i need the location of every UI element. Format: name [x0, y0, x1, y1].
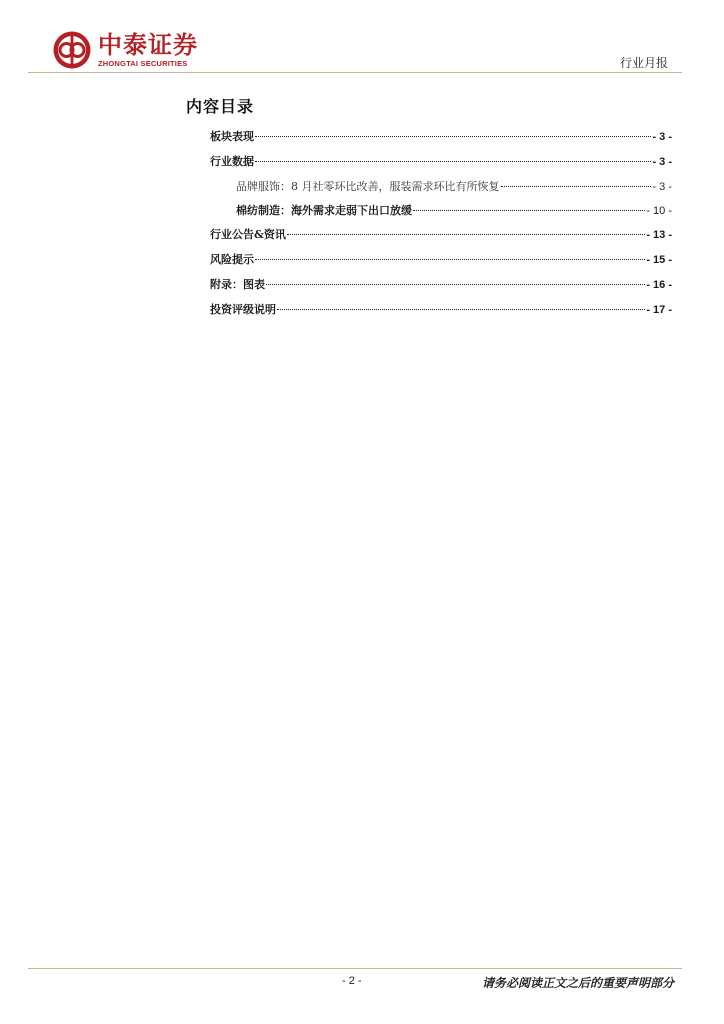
toc-entry-brand-apparel[interactable]	[210, 178, 672, 202]
report-type-label: 行业月报	[619, 56, 668, 70]
toc-entry-appendix-charts[interactable]	[210, 276, 672, 301]
toc-entry-label: 投资评级说明	[210, 303, 276, 316]
toc-entry-page: - 17 -	[646, 304, 672, 316]
zhongtai-logo-icon	[52, 30, 92, 70]
toc-entry-page: - 3 -	[652, 156, 672, 168]
toc-leader-dots	[255, 259, 645, 260]
toc-title: 内容目录	[186, 97, 255, 116]
toc-entry-page: - 10 -	[646, 205, 672, 217]
toc-entry-announcements[interactable]	[210, 226, 672, 251]
toc-entry-label: 附录：图表	[210, 278, 265, 291]
company-logo	[52, 30, 198, 70]
table-of-contents	[210, 128, 672, 326]
logo-chinese-name: 中泰证券	[98, 31, 198, 59]
toc-entry-risk-warning[interactable]	[210, 251, 672, 276]
header-divider	[28, 72, 682, 73]
toc-entry-label: 品牌服饰：8 月社零环比改善，服装需求环比有所恢复	[236, 180, 500, 193]
toc-leader-dots	[413, 210, 645, 211]
toc-entry-cotton-textile[interactable]	[210, 202, 672, 226]
toc-leader-dots	[501, 186, 652, 187]
toc-entry-page: - 3 -	[652, 181, 672, 193]
logo-english-name: ZHONGTAI SECURITIES	[98, 59, 188, 68]
page-number: - 2 -	[342, 975, 362, 987]
toc-entry-rating-explanation[interactable]	[210, 301, 672, 326]
toc-entry-sector-performance[interactable]	[210, 128, 672, 153]
toc-leader-dots	[277, 309, 645, 310]
toc-leader-dots	[255, 136, 651, 137]
toc-entry-label: 板块表现	[210, 130, 254, 143]
toc-entry-industry-data[interactable]	[210, 153, 672, 178]
toc-entry-label: 风险提示	[210, 253, 254, 266]
toc-entry-label: 棉纺制造：海外需求走弱下出口放缓	[236, 204, 412, 217]
toc-entry-page: - 13 -	[646, 229, 672, 241]
toc-entry-label: 行业公告&资讯	[210, 228, 286, 241]
toc-leader-dots	[266, 284, 645, 285]
toc-leader-dots	[287, 234, 645, 235]
toc-entry-label: 行业数据	[210, 155, 254, 168]
toc-entry-page: - 16 -	[646, 279, 672, 291]
toc-entry-page: - 3 -	[652, 131, 672, 143]
footer-disclaimer: 请务必阅读正文之后的重要声明部分	[481, 976, 674, 990]
footer-divider	[28, 968, 682, 969]
toc-leader-dots	[255, 161, 651, 162]
toc-entry-page: - 15 -	[646, 254, 672, 266]
